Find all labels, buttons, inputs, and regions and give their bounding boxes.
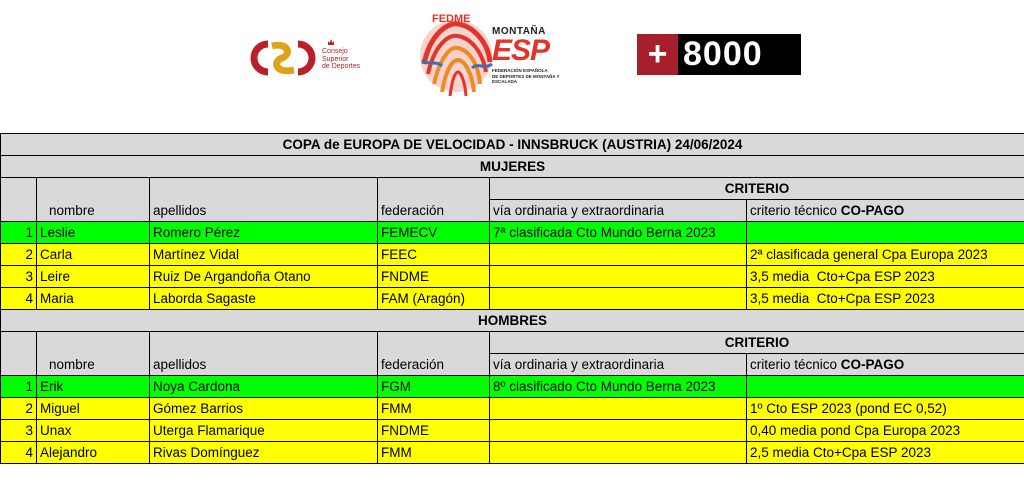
title-row	[1, 134, 1024, 156]
row-number: 2	[1, 244, 37, 266]
csd-line-2: Superior	[322, 55, 349, 63]
cell-federacion: FEMECV	[378, 222, 490, 244]
cell-nombre: Leire	[37, 266, 150, 288]
table-row	[1, 244, 1024, 266]
header-via: vía ordinaria y extraordinaria	[490, 354, 747, 376]
cell-tecnico: 2ª clasificada general Cpa Europa 2023	[747, 244, 1024, 266]
cell-federacion: FGM	[378, 376, 490, 398]
plus-8000-logo	[637, 34, 801, 75]
cell-nombre: Alejandro	[37, 442, 150, 464]
plus-icon: +	[637, 34, 678, 75]
results-table	[0, 133, 1024, 464]
cell-apellidos: Uterga Flamarique	[150, 420, 378, 442]
header-num	[1, 200, 37, 222]
section-title: MUJERES	[1, 156, 1024, 178]
csd-line-1: Consejo	[322, 48, 348, 55]
criterio-header: CRITERIO	[490, 178, 1024, 200]
section-row	[1, 156, 1024, 178]
fedme-ring-text: FEDME	[432, 13, 471, 25]
row-number: 4	[1, 288, 37, 310]
cell-apellidos: Laborda Sagaste	[150, 288, 378, 310]
fedme-subtitle-line-1: FEDERACIÓN ESPAÑOLA	[492, 68, 548, 73]
row-number: 3	[1, 266, 37, 288]
cell-via: 7ª clasificada Cto Mundo Berna 2023	[490, 222, 747, 244]
row-number: 1	[1, 376, 37, 398]
crown-icon	[327, 38, 335, 46]
cell-tecnico: 3,5 media Cto+Cpa ESP 2023	[747, 288, 1024, 310]
header-blank	[1, 178, 37, 200]
cell-tecnico: 1º Cto ESP 2023 (pond EC 0,52)	[747, 398, 1024, 420]
cell-via	[490, 442, 747, 464]
csd-line-3: de Deportes	[322, 63, 361, 70]
header-row-top	[1, 178, 1024, 200]
criterio-header: CRITERIO	[490, 332, 1024, 354]
cell-via	[490, 398, 747, 420]
header-federacion: federación	[378, 354, 490, 376]
section-row	[1, 310, 1024, 332]
fedme-subtitle-line-2: DE DEPORTES DE MONTAÑA Y ESCALADA	[492, 73, 560, 84]
table-row	[1, 266, 1024, 288]
header-via: vía ordinaria y extraordinaria	[490, 200, 747, 222]
header-blank	[150, 178, 378, 200]
cell-nombre: Maria	[37, 288, 150, 310]
cell-via	[490, 420, 747, 442]
table-row	[1, 420, 1024, 442]
header-blank	[150, 332, 378, 354]
header-tecnico-prefix: criterio técnico	[750, 357, 841, 372]
table-row	[1, 288, 1024, 310]
header-nombre: nombre	[37, 354, 150, 376]
header-federacion: federación	[378, 200, 490, 222]
cell-apellidos: Gómez Barrios	[150, 398, 378, 420]
cell-via	[490, 288, 747, 310]
cell-tecnico: 2,5 media Cto+Cpa ESP 2023	[747, 442, 1024, 464]
logos-header	[0, 0, 1024, 132]
header-blank	[1, 332, 37, 354]
header-nombre: nombre	[37, 200, 150, 222]
fedme-top-text: MONTAÑA	[492, 26, 546, 37]
header-tecnico	[747, 354, 1024, 376]
table-row	[1, 376, 1024, 398]
csd-logo	[248, 38, 368, 78]
table-row	[1, 442, 1024, 464]
header-tecnico-bold: CO-PAGO	[840, 203, 905, 218]
cell-tecnico	[747, 376, 1024, 398]
cell-federacion: FNDME	[378, 266, 490, 288]
header-blank	[378, 178, 490, 200]
header-blank	[378, 332, 490, 354]
header-num	[1, 354, 37, 376]
cell-federacion: FEEC	[378, 244, 490, 266]
fedme-logo	[418, 4, 578, 104]
table-title: COPA de EUROPA DE VELOCIDAD - INNSBRUCK (AUSTRIA) 24/06/2024	[1, 134, 1024, 156]
cell-nombre: Unax	[37, 420, 150, 442]
cell-apellidos: Martínez Vidal	[150, 244, 378, 266]
section-title: HOMBRES	[1, 310, 1024, 332]
row-number: 2	[1, 398, 37, 420]
badge-number: 8000	[683, 35, 763, 73]
row-number: 3	[1, 420, 37, 442]
fedme-wordmark	[492, 4, 582, 85]
cell-tecnico	[747, 222, 1024, 244]
header-blank	[37, 178, 150, 200]
header-row	[1, 354, 1024, 376]
cell-nombre: Erik	[37, 376, 150, 398]
header-apellidos: apellidos	[150, 354, 378, 376]
fedme-subtitle	[492, 68, 582, 85]
row-number: 4	[1, 442, 37, 464]
cell-federacion: FNDME	[378, 420, 490, 442]
cell-federacion: FMM	[378, 398, 490, 420]
header-apellidos: apellidos	[150, 200, 378, 222]
cell-nombre: Leslie	[37, 222, 150, 244]
cell-via	[490, 266, 747, 288]
cell-via	[490, 244, 747, 266]
cell-via: 8º clasificado Cto Mundo Berna 2023	[490, 376, 747, 398]
csd-text	[322, 48, 360, 71]
table-row	[1, 222, 1024, 244]
header-blank	[37, 332, 150, 354]
cell-federacion: FMM	[378, 442, 490, 464]
cell-federacion: FAM (Aragón)	[378, 288, 490, 310]
header-tecnico-bold: CO-PAGO	[840, 357, 905, 372]
cell-apellidos: Romero Pérez	[150, 222, 378, 244]
cell-nombre: Miguel	[37, 398, 150, 420]
csd-mark-icon	[248, 40, 318, 76]
cell-tecnico: 0,40 media pond Cpa Europa 2023	[747, 420, 1024, 442]
fedme-main-text: ESP	[492, 34, 550, 67]
header-row-top	[1, 332, 1024, 354]
header-tecnico	[747, 200, 1024, 222]
row-number: 1	[1, 222, 37, 244]
fedme-emblem-icon	[418, 4, 496, 104]
header-tecnico-prefix: criterio técnico	[750, 203, 841, 218]
cell-apellidos: Noya Cardona	[150, 376, 378, 398]
table-row	[1, 398, 1024, 420]
cell-tecnico: 3,5 media Cto+Cpa ESP 2023	[747, 266, 1024, 288]
cell-apellidos: Ruiz De Argandoña Otano	[150, 266, 378, 288]
cell-apellidos: Rivas Domínguez	[150, 442, 378, 464]
cell-nombre: Carla	[37, 244, 150, 266]
header-row	[1, 200, 1024, 222]
